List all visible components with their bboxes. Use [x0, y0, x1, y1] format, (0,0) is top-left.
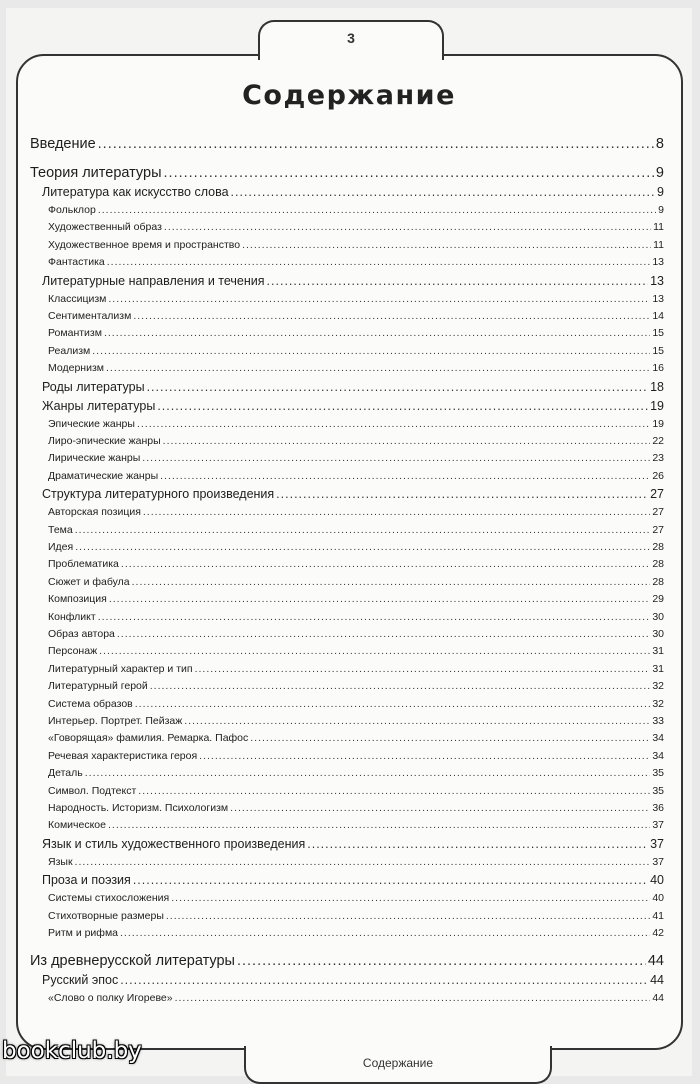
- dot-leader: [231, 185, 656, 199]
- dot-leader: [175, 992, 651, 1004]
- toc-entry: [48, 506, 664, 518]
- dot-leader: [99, 645, 650, 657]
- dot-leader: [75, 524, 651, 536]
- dot-leader: [117, 628, 650, 640]
- toc-entry-page: 13: [652, 256, 664, 269]
- toc-entry-title: Проблематика: [48, 558, 119, 571]
- toc-entry-title: Интерьер. Портрет. Пейзаж: [48, 715, 183, 727]
- toc-entry-title: Системы стихосложения: [48, 892, 170, 905]
- footer-title: Содержание: [362, 1056, 434, 1070]
- dot-leader: [150, 680, 651, 692]
- toc-entry-page: 32: [652, 697, 664, 710]
- toc-entry-title: Конфликт: [48, 610, 96, 623]
- dot-leader: [160, 470, 650, 482]
- toc-entry-page: 40: [652, 892, 664, 905]
- toc-entry-title: Идея: [48, 541, 74, 553]
- toc-entry-page: 14: [652, 310, 664, 322]
- toc-entry: [48, 750, 664, 762]
- toc-entry-title: Речевая характеристика героя: [48, 749, 198, 762]
- toc-entry: [48, 892, 664, 904]
- toc-entry: [42, 380, 664, 394]
- toc-entry-page: 13: [652, 292, 664, 305]
- toc-entry: [42, 274, 664, 288]
- dot-leader: [132, 576, 651, 588]
- toc-entry: [48, 910, 664, 922]
- toc-entry: [48, 611, 664, 623]
- dot-leader: [184, 715, 650, 727]
- toc-entry-page: 35: [652, 784, 664, 797]
- toc-entry-page: 37: [652, 855, 664, 868]
- toc-entry-page: 23: [652, 452, 664, 465]
- toc-entry-title: Литературный характер и тип: [48, 662, 193, 675]
- toc-entry-title: Литература как искусство слова: [42, 185, 229, 199]
- dot-leader: [143, 506, 650, 518]
- toc-entry-title: Структура литературного произведения: [42, 487, 275, 502]
- toc-entry-title: Тема: [48, 523, 73, 536]
- dot-leader: [164, 221, 651, 233]
- toc-entry-title: Сюжет и фабула: [48, 575, 130, 588]
- toc-entry-title: Романтизм: [48, 327, 102, 340]
- toc-entry-title: Стихотворные размеры: [48, 909, 164, 922]
- toc-entry-title: «Говорящая» фамилия. Ремарка. Пафос: [48, 732, 249, 745]
- toc-entry-title: Комическое: [48, 819, 106, 832]
- dot-leader: [92, 345, 650, 357]
- toc-entry-page: 9: [657, 185, 664, 199]
- toc-entry-title: Символ. Подтекст: [48, 784, 137, 797]
- toc-entry-page: 33: [652, 715, 664, 727]
- toc-entry-page: 30: [652, 610, 664, 623]
- toc-entry: [48, 345, 664, 357]
- toc-entry-page: 16: [652, 362, 664, 375]
- toc-entry-page: 40: [650, 873, 664, 888]
- toc-entry: [48, 524, 664, 536]
- toc-entry: [48, 293, 664, 305]
- watermark: bookclub.by: [2, 1038, 142, 1064]
- toc-entry-title: Персонаж: [48, 645, 98, 658]
- dot-leader: [195, 663, 651, 675]
- dot-leader: [108, 819, 650, 831]
- toc-entry-page: 19: [650, 398, 664, 413]
- toc-entry-title: Роды литературы: [42, 379, 145, 394]
- toc-entry: [48, 239, 664, 251]
- dot-leader: [98, 204, 656, 216]
- toc-entry: [42, 973, 664, 987]
- toc-entry: [48, 470, 664, 482]
- toc-entry: [48, 221, 664, 233]
- toc-entry-page: 32: [652, 680, 664, 693]
- book-page: [6, 8, 692, 1076]
- toc-entry-title: Литературные направления и течения: [42, 273, 265, 288]
- toc-entry: [48, 992, 664, 1004]
- toc-entry-page: 28: [652, 575, 664, 588]
- toc-entry-page: 19: [652, 417, 664, 430]
- dot-leader: [104, 327, 650, 339]
- toc-entry: [48, 856, 664, 868]
- toc-entry: [48, 576, 664, 588]
- dot-leader: [75, 541, 650, 553]
- dot-leader: [85, 767, 651, 779]
- toc-entry-page: 36: [652, 802, 664, 814]
- dot-leader: [230, 802, 650, 814]
- dot-leader: [267, 274, 649, 288]
- dot-leader: [109, 593, 650, 605]
- dot-leader: [138, 785, 650, 797]
- toc-entry-page: 28: [652, 541, 664, 553]
- toc-entry-title: Фантастика: [48, 256, 105, 269]
- dot-leader: [242, 239, 651, 251]
- toc-entry: [48, 541, 664, 553]
- toc-entry: [42, 873, 664, 887]
- toc-entry-title: Проза и поэзия: [42, 873, 131, 888]
- toc-entry-page: 41: [652, 909, 664, 922]
- toc-entry: [42, 185, 664, 199]
- toc-entry-page: 11: [653, 238, 664, 251]
- toc-entry-title: Образ автора: [48, 628, 115, 640]
- toc-entry-page: 34: [652, 732, 664, 745]
- toc-entry: [30, 136, 664, 152]
- toc-entry: [48, 802, 664, 814]
- toc-entry-page: 8: [655, 136, 664, 152]
- dot-leader: [276, 487, 648, 501]
- dot-leader: [75, 856, 651, 868]
- dot-leader: [108, 293, 650, 305]
- toc-entry: [48, 680, 664, 692]
- page-number-tab: [258, 20, 444, 62]
- toc-entry-title: Художественный образ: [48, 221, 162, 234]
- toc-entry: [30, 165, 664, 181]
- toc-entry: [30, 953, 664, 969]
- toc-entry-title: Композиция: [48, 593, 107, 606]
- toc-entry: [48, 927, 664, 939]
- toc-entry-page: 29: [652, 593, 664, 606]
- dot-leader: [133, 873, 648, 887]
- toc-entry-title: Реализм: [48, 344, 91, 357]
- dot-leader: [120, 927, 650, 939]
- toc-entry: [42, 399, 664, 413]
- toc-entry-page: 22: [652, 435, 664, 447]
- dot-leader: [237, 953, 646, 969]
- toc-entry-title: Модернизм: [48, 362, 104, 375]
- footer-tab: [244, 1044, 552, 1084]
- dot-leader: [98, 611, 651, 623]
- page-number: 3: [347, 30, 355, 46]
- dot-leader: [120, 973, 648, 987]
- dot-leader: [107, 256, 651, 268]
- toc-entry: [48, 310, 664, 322]
- toc-entry: [48, 628, 664, 640]
- toc-entry-title: Ритм и рифма: [48, 927, 118, 939]
- dot-leader: [137, 418, 650, 430]
- toc-entry-title: Народность. Историзм. Психологизм: [48, 802, 229, 814]
- toc-entry-title: Система образов: [48, 697, 133, 710]
- toc-entry-title: Русский эпос: [42, 973, 119, 988]
- toc-entry: [48, 435, 664, 447]
- toc-entry: [48, 785, 664, 797]
- toc-entry-page: 27: [652, 523, 664, 536]
- toc-entry: [48, 204, 664, 216]
- toc-entry: [48, 698, 664, 710]
- toc-entry: [42, 837, 664, 851]
- toc-entry-title: Лирические жанры: [48, 452, 141, 465]
- toc-entry: [48, 767, 664, 779]
- toc-entry-page: 31: [652, 662, 664, 675]
- dot-leader: [157, 399, 648, 413]
- toc-entry-page: 28: [652, 558, 664, 571]
- dot-leader: [166, 910, 650, 922]
- toc-entry: [48, 452, 664, 464]
- toc-entry-title: Теория литературы: [30, 165, 162, 181]
- toc-entry-page: 34: [652, 749, 664, 762]
- toc-entry-page: 44: [647, 953, 664, 970]
- dot-leader: [121, 558, 650, 570]
- toc-entry-page: 11: [653, 221, 664, 234]
- toc-entry-title: Авторская позиция: [48, 506, 141, 519]
- toc-entry: [48, 327, 664, 339]
- dot-leader: [163, 435, 651, 447]
- toc-entry-title: Из древнерусской литературы: [30, 953, 235, 970]
- toc-entry-title: «Слово о полку Игореве»: [48, 992, 173, 1005]
- dot-leader: [98, 136, 654, 152]
- toc-entry-page: 44: [650, 973, 664, 988]
- toc-entry: [48, 558, 664, 570]
- dot-leader: [250, 732, 650, 744]
- toc-entry-page: 37: [650, 836, 664, 851]
- toc-entry-title: Жанры литературы: [42, 398, 156, 413]
- toc-entry-title: Язык и стиль художественного произведения: [42, 836, 306, 851]
- toc-entry-title: Литературный герой: [48, 680, 148, 693]
- toc-entry-page: 9: [658, 204, 664, 216]
- toc-entry-page: 13: [650, 273, 664, 288]
- toc-entry: [48, 732, 664, 744]
- toc-entry-page: 15: [652, 344, 664, 357]
- toc-entry: [48, 362, 664, 374]
- dot-leader: [142, 452, 650, 464]
- toc-entry-page: 9: [655, 165, 664, 181]
- dot-leader: [133, 310, 650, 322]
- toc-entry-title: Драматические жанры: [48, 469, 159, 482]
- dot-leader: [199, 750, 650, 762]
- toc-entry: [48, 593, 664, 605]
- toc-entry-page: 35: [652, 767, 664, 780]
- toc-entry-title: Введение: [30, 136, 96, 152]
- toc-entry: [48, 715, 664, 727]
- toc-entry-page: 42: [652, 927, 664, 939]
- toc-entry: [48, 256, 664, 268]
- contents-heading: Содержание: [242, 80, 456, 111]
- dot-leader: [164, 165, 654, 181]
- toc-entry-page: 37: [652, 819, 664, 832]
- toc-entry-page: 44: [652, 992, 664, 1005]
- toc-entry-page: 26: [652, 469, 664, 482]
- toc-entry-title: Лиро-эпические жанры: [48, 435, 161, 447]
- dot-leader: [307, 837, 648, 851]
- toc-entry: [48, 418, 664, 430]
- toc-entry-title: Классицизм: [48, 292, 107, 305]
- toc-entry-page: 18: [650, 379, 664, 394]
- toc-entry: [42, 487, 664, 501]
- toc-entry-page: 15: [652, 327, 664, 340]
- toc-entry: [48, 819, 664, 831]
- toc-entry: [48, 645, 664, 657]
- toc-entry-title: Деталь: [48, 767, 83, 780]
- toc-entry-title: Художественное время и пространство: [48, 238, 241, 251]
- dot-leader: [135, 698, 651, 710]
- toc-entry-page: 27: [650, 487, 664, 502]
- dot-leader: [106, 362, 650, 374]
- toc-entry: [48, 663, 664, 675]
- toc-entry-page: 27: [652, 506, 664, 519]
- dot-leader: [171, 892, 650, 904]
- toc-entry-title: Эпические жанры: [48, 417, 135, 430]
- toc-entry-title: Сентиментализм: [48, 310, 132, 322]
- toc-entry-page: 31: [652, 645, 664, 658]
- toc-entry-page: 30: [652, 628, 664, 640]
- toc-entry-title: Фольклор: [48, 204, 96, 216]
- toc-entry-title: Язык: [48, 855, 73, 868]
- dot-leader: [147, 380, 649, 394]
